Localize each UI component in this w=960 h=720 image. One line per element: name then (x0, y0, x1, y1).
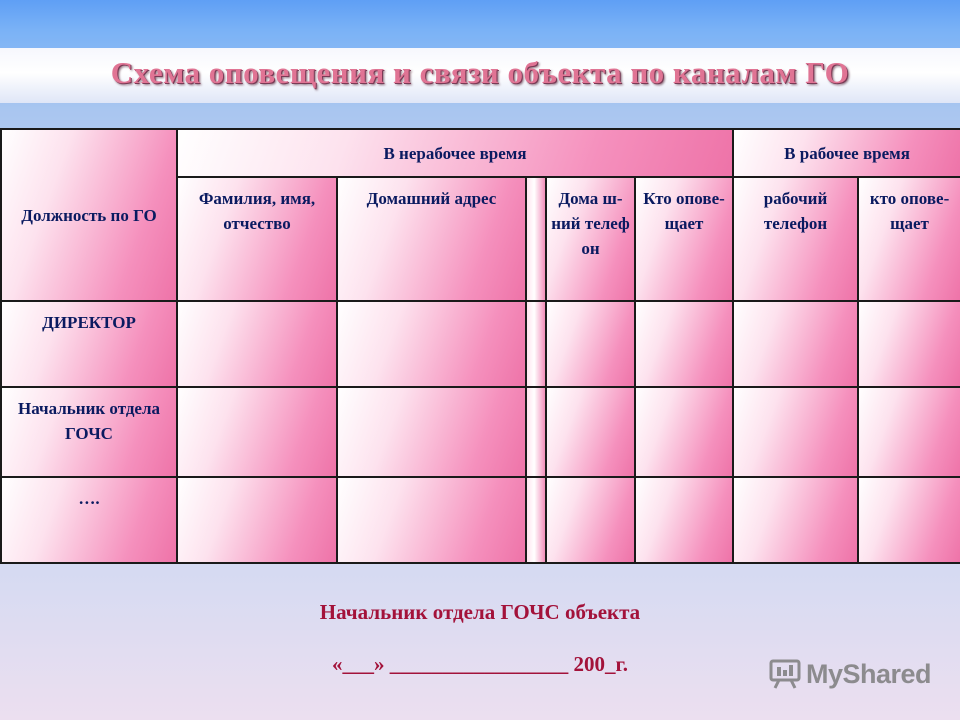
table-row (1, 387, 960, 477)
row-position-ellipsis: …. (1, 477, 177, 563)
table-cell (858, 477, 960, 563)
row-position-director: ДИРЕКТОР (1, 301, 177, 387)
watermark-text: MyShared (806, 658, 932, 689)
table-cell (733, 387, 858, 477)
table-row (1, 477, 960, 563)
group-header-off-hours: В нерабочее время (177, 129, 733, 177)
signature-date-line: «___» _________________ 200_г. (332, 652, 628, 676)
group-header-work-hours: В рабочее время (733, 129, 960, 177)
table-cell (858, 301, 960, 387)
column-header-spacer (526, 177, 546, 301)
table-cell (546, 301, 635, 387)
notification-table (0, 128, 960, 564)
table-row (1, 301, 960, 387)
table-cell (546, 477, 635, 563)
table-cell (177, 387, 337, 477)
table-cell (635, 387, 733, 477)
table-cell (177, 301, 337, 387)
table-cell (526, 301, 546, 387)
table-cell (635, 477, 733, 563)
table-cell (526, 477, 546, 563)
table-cell (733, 477, 858, 563)
table-cell (337, 301, 526, 387)
table-cell (546, 387, 635, 477)
column-header-home-phone: Дома ш-ний телеф он (546, 177, 635, 301)
table-cell (635, 301, 733, 387)
column-header-work-phone: рабочий телефон (733, 177, 858, 301)
column-header-home-address: Домашний адрес (337, 177, 526, 301)
table-header-row (1, 129, 960, 177)
position-header: Должность по ГО (1, 129, 177, 301)
table-cell (177, 477, 337, 563)
table-cell (858, 387, 960, 477)
column-header-notifier: Кто опове- щает (635, 177, 733, 301)
signature-caption: Начальник отдела ГОЧС объекта (319, 600, 641, 624)
presentation-board-icon (768, 658, 802, 690)
watermark-logo (768, 656, 931, 692)
table-cell (733, 301, 858, 387)
table-cell (337, 387, 526, 477)
column-header-work-notifier: кто опове- щает (858, 177, 960, 301)
row-position-head-of-department: Начальник отдела ГОЧС (1, 387, 177, 477)
column-header-full-name: Фамилия, имя, отчество (177, 177, 337, 301)
table-cell (526, 387, 546, 477)
page-title: Схема оповещения и связи объекта по каналам ГО (110, 55, 850, 90)
table-cell (337, 477, 526, 563)
